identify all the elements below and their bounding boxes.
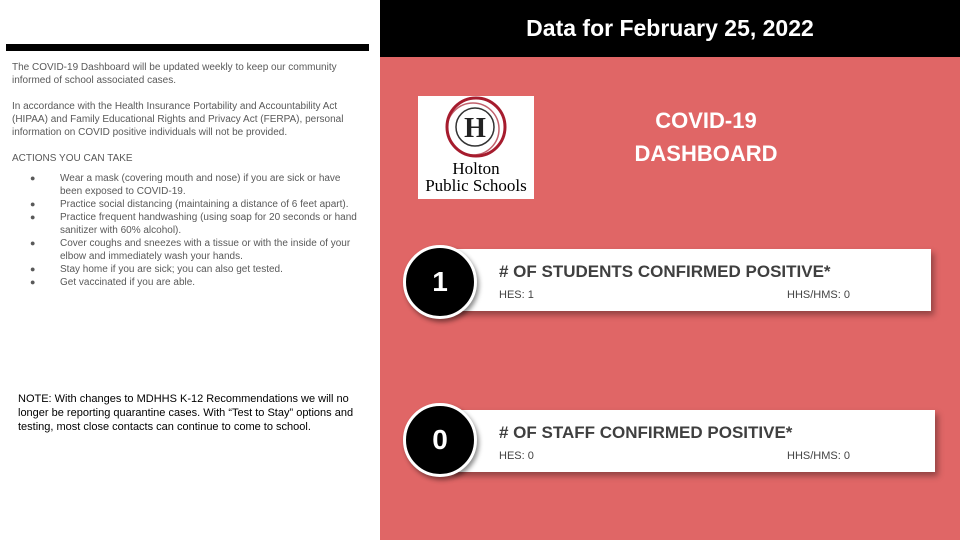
staff-hes-count: HES: 0 (499, 450, 534, 462)
intro-paragraph-1: The COVID-19 Dashboard will be updated weekly to keep our community informed of school associated cases. (12, 62, 337, 86)
action-text: Practice frequent handwashing (using soap for 20 seconds or hand sanitizer with 60% alcohol). (60, 212, 357, 236)
bullet-icon: ● (30, 264, 36, 274)
bullet-icon: ● (30, 277, 36, 287)
list-item (12, 172, 362, 198)
quarantine-note: NOTE: With changes to MDHHS K-12 Recommendations we will no longer be reporting quarantine cases. With “Test to Stay” options and testing, most close contacts can continue to come to school. (18, 393, 354, 433)
divider-rule (6, 44, 369, 51)
staff-card (450, 410, 935, 472)
staff-hhs-hms-count: HHS/HMS: 0 (787, 450, 850, 462)
logo-text (418, 160, 534, 194)
logo-line-1: Holton (452, 159, 500, 178)
staff-total-badge: 0 (403, 403, 477, 477)
students-total-badge: 1 (403, 245, 477, 319)
actions-heading: ACTIONS YOU CAN TAKE (12, 153, 133, 164)
dashboard-title-line-1: COVID-19 (655, 108, 757, 133)
list-item (12, 198, 362, 211)
logo-letter: H (464, 113, 486, 144)
school-logo (418, 96, 534, 199)
actions-list (12, 172, 362, 289)
dashboard-title-line-2: DASHBOARD (634, 141, 778, 166)
students-card (450, 249, 931, 311)
action-text: Wear a mask (covering mouth and nose) if you are sick or have been exposed to COVID-19. (60, 173, 341, 197)
list-item (12, 211, 362, 237)
students-card-title: # OF STUDENTS CONFIRMED POSITIVE* (499, 262, 831, 281)
action-text: Get vaccinated if you are able. (60, 277, 196, 288)
bullet-icon: ● (30, 173, 36, 183)
bullet-icon: ● (30, 199, 36, 209)
bullet-icon: ● (30, 238, 36, 248)
list-item (12, 276, 362, 289)
list-item (12, 263, 362, 276)
students-hhs-hms-count: HHS/HMS: 0 (787, 289, 850, 301)
action-text: Stay home if you are sick; you can also get tested. (60, 264, 283, 275)
staff-card-title: # OF STAFF CONFIRMED POSITIVE* (499, 423, 793, 442)
info-text (12, 61, 362, 289)
date-title: Data for February 25, 2022 (526, 15, 814, 41)
list-item (12, 237, 362, 263)
dashboard-title (590, 104, 822, 170)
bullet-icon: ● (30, 212, 36, 222)
action-text: Practice social distancing (maintaining a distance of 6 feet apart). (60, 199, 349, 210)
action-text: Cover coughs and sneezes with a tissue or with the inside of your elbow and immediately wash your hands. (60, 238, 351, 262)
intro-paragraph-2: In accordance with the Health Insurance Portability and Accountability Act (HIPAA) and Family Educational Rights and Privacy Act (FERPA), personal information on COVID positive individuals will not be provided. (12, 101, 344, 138)
date-header (380, 0, 960, 57)
logo-line-2: Public Schools (425, 176, 527, 195)
logo-emblem-icon (418, 96, 534, 166)
students-hes-count: HES: 1 (499, 289, 534, 301)
info-panel (0, 0, 380, 540)
